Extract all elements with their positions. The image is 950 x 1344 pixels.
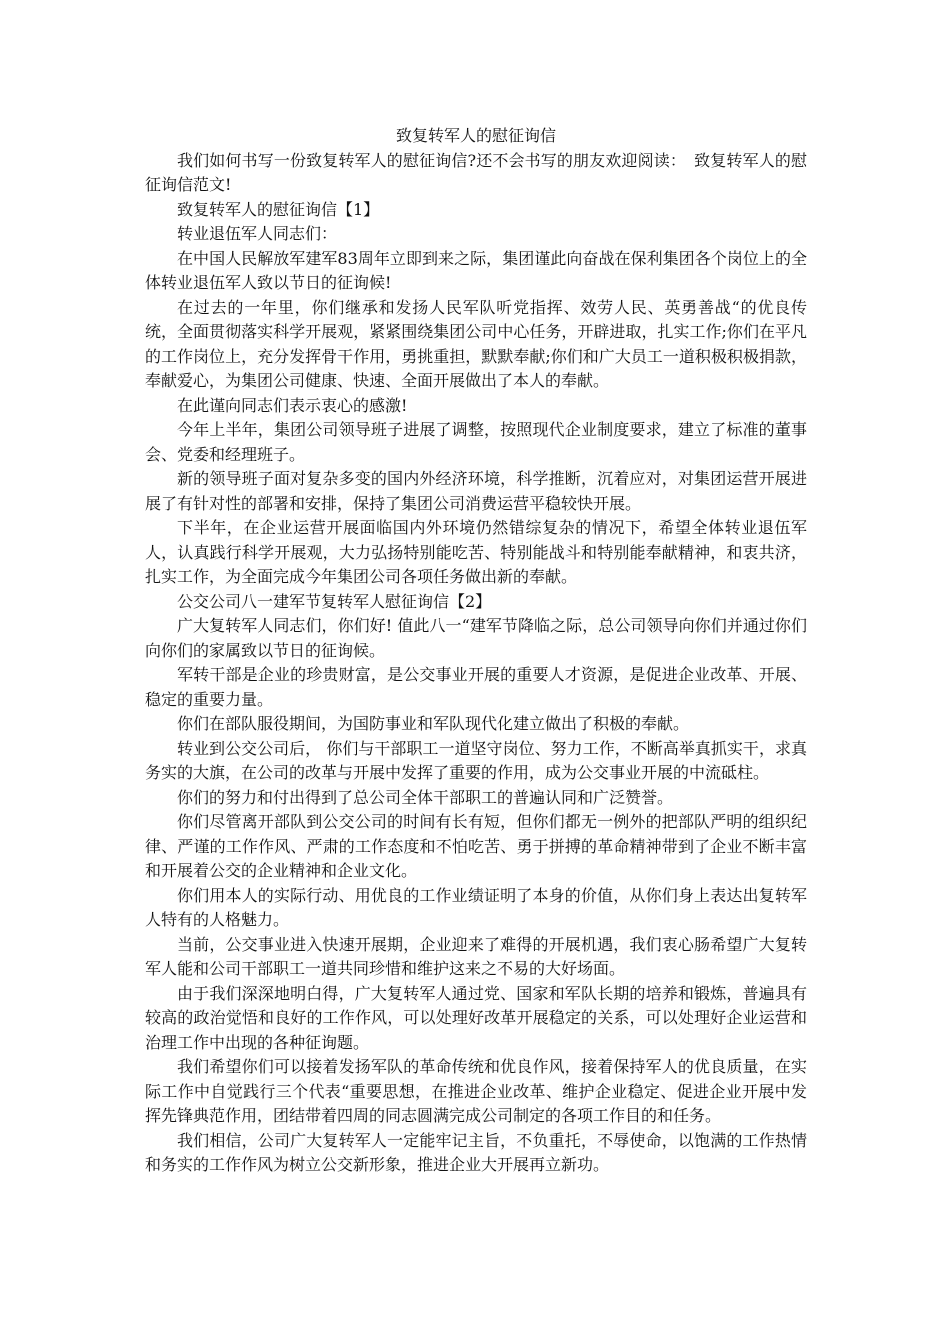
paragraph: 你们的努力和付出得到了总公司全体干部职工的普遍认同和广泛赞誉。: [177, 787, 674, 807]
paragraph: 在中国人民解放军建军83周年立即到来之际，集团谨此向奋战在保利集团各个岗位上的全体转业退伍军人致以节日的征询候!: [145, 248, 807, 292]
paragraph: 你们尽管离开部队到公交公司的时间有长有短，但你们都无一例外的把部队严明的组织纪律、严谨的工作作风、严肃的工作态度和不怕吃苦、勇于拼搏的革命精神带到了企业不断丰富和开展着公交的企业精神和企业文化。: [145, 812, 807, 880]
paragraph: 我们希望你们可以接着发扬军队的革命传统和优良作风，接着保持军人的优良质量，在实际工作中自觉践行三个代表“重要思想，在推进企业改革、维护企业稳定、促进企业开展中发挥先锋典范作用，团结带着四周的同志圆满完成公司制定的各项工作目的和任务。: [145, 1057, 807, 1125]
paragraph: 当前，公交事业进入快速开展期，企业迎来了难得的开展机遇，我们衷心肠希望广大复转军人能和公司干部职工一道共同珍惜和维护这来之不易的大好场面。: [145, 934, 807, 978]
document-page: [145, 124, 807, 1178]
paragraph: 转业到公交公司后， 你们与干部职工一道坚守岗位、努力工作，不断高举真抓实干，求真务实的大旗，在公司的改革与开展中发挥了重要的作用，成为公交事业开展的中流砥柱。: [145, 738, 807, 782]
paragraph: 你们用本人的实际行动、用优良的工作业绩证明了本身的价值，从你们身上表达出复转军人特有的人格魅力。: [145, 885, 807, 929]
paragraph: 下半年，在企业运营开展面临国内外环境仍然错综复杂的情况下，希望全体转业退伍军人，认真践行科学开展观，大力弘扬特别能吃苦、特别能战斗和特别能奉献精神，和衷共济，扎实工作，为全面完成今年集团公司各项任务做出新的奉献。: [145, 518, 807, 586]
paragraph: 军转干部是企业的珍贵财富，是公交事业开展的重要人才资源，是促进企业改革、开展、稳定的重要力量。: [145, 665, 807, 709]
paragraph: 新的领导班子面对复杂多变的国内外经济环境，科学推断，沉着应对，对集团运营开展进展了有针对性的部署和安排，保持了集团公司消费运营平稳较快开展。: [145, 469, 807, 513]
paragraph: 由于我们深深地明白得，广大复转军人通过党、国家和军队长期的培养和锻炼，普遍具有较高的政治觉悟和良好的工作作风，可以处理好改革开展稳定的关系，可以处理好企业运营和治理工作中出现的各种征询题。: [145, 983, 807, 1052]
paragraph: 在此谨向同志们表示衷心的感激!: [177, 395, 408, 415]
paragraph: 我们相信，公司广大复转军人一定能牢记主旨，不负重托，不辱使命，以饱满的工作热情和务实的工作作风为树立公交新形象，推进企业大开展再立新功。: [145, 1130, 807, 1174]
paragraph: 公交公司八一建军节复转军人慰征询信【2】: [177, 591, 492, 611]
paragraph: 广大复转军人同志们，你们好! 值此八一“建军节降临之际，总公司领导向你们并通过你们向你们的家属致以节日的征询候。: [145, 616, 807, 660]
paragraph: 你们在部队服役期间，为国防事业和军队现代化建立做出了积极的奉献。: [177, 714, 690, 733]
paragraph: 今年上半年，集团公司领导班子进展了调整，按照现代企业制度要求，建立了标准的董事会、党委和经理班子。: [145, 420, 807, 464]
paragraph: 转业退伍军人同志们：: [177, 224, 338, 243]
paragraph: 在过去的一年里，你们继承和发扬人民军队听党指挥、效劳人民、英勇善战“的优良传统，全面贯彻落实科学开展观，紧紧围绕集团公司中心任务，开辟进取，扎实工作;你们在平凡的工作岗位上，充分发挥骨干作用，勇挑重担，默默奉献;你们和广大员工一道积极积极捐款，奉献爱心，为集团公司健康、快速、全面开展做出了本人的奉献。: [145, 297, 807, 390]
paragraph: 致复转军人的慰征询信【1】: [177, 199, 380, 219]
paragraph: 我们如何书写一份致复转军人的慰征询信?还不会书写的朋友欢迎阅读： 致复转军人的慰征询信范文!: [145, 150, 807, 194]
document-title: 致复转军人的慰征询信: [395, 126, 556, 145]
